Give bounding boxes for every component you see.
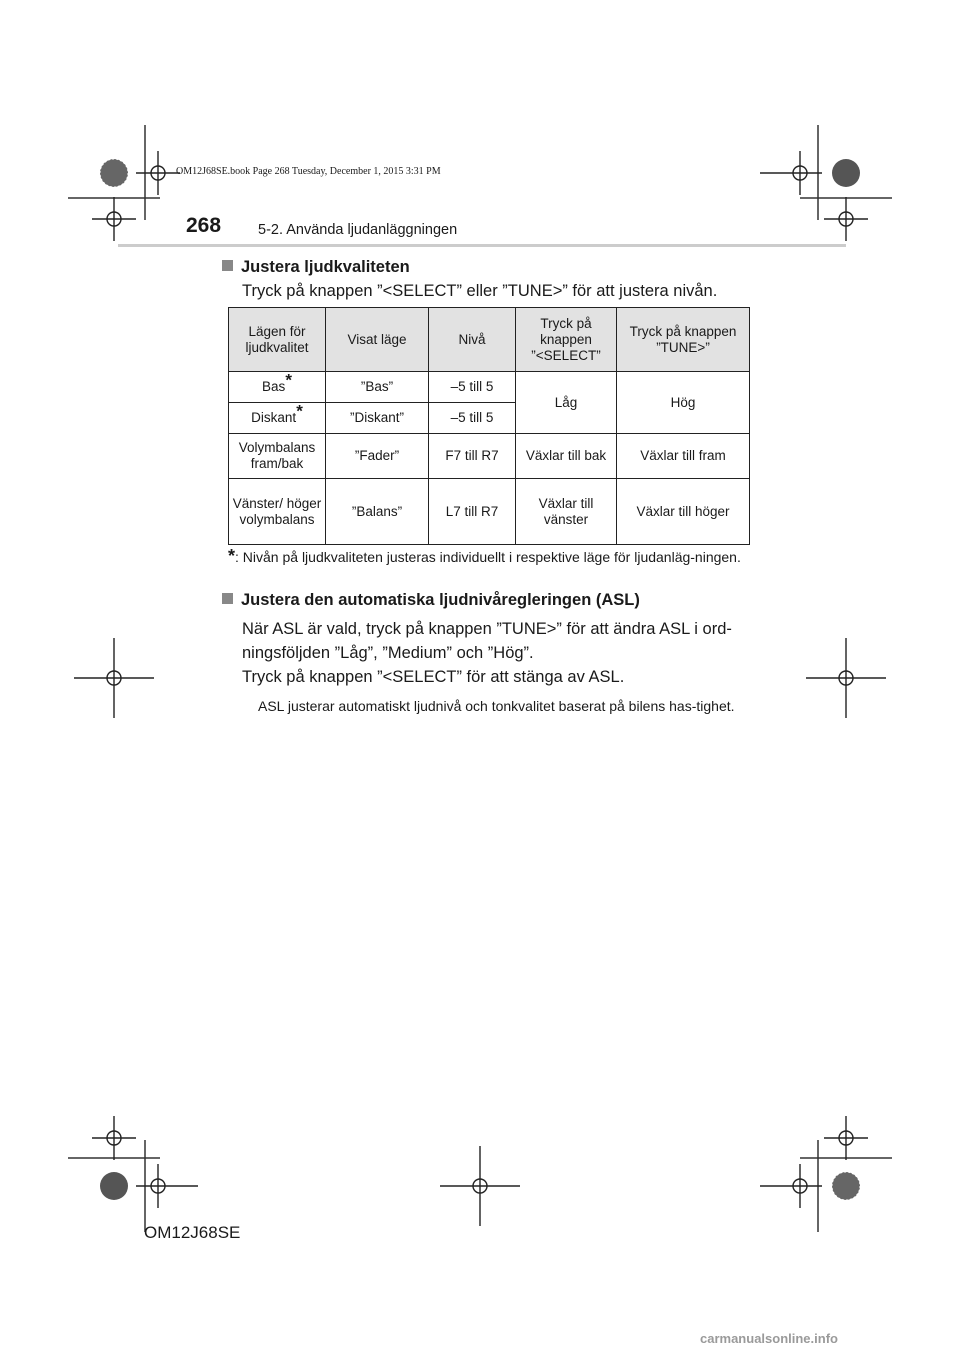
table-cell: ”Balans” — [326, 479, 429, 545]
table-row — [229, 479, 750, 545]
asterisk-marker: * — [296, 401, 303, 421]
sound-quality-table — [228, 307, 750, 545]
table-cell: –5 till 5 — [429, 372, 516, 403]
table-cell: ”Diskant” — [326, 403, 429, 434]
table-row — [229, 434, 750, 479]
square-bullet-icon — [222, 593, 233, 604]
table-header-cell: Nivå — [429, 308, 516, 372]
table-cell: F7 till R7 — [429, 434, 516, 479]
table-cell: ”Bas” — [326, 372, 429, 403]
heading-text: Justera den automatiska ljudnivåregleringen (ASL) — [241, 591, 640, 609]
table-cell: Volymbalans fram/bak — [229, 434, 326, 479]
asl-paragraph-1: När ASL är vald, tryck på knappen ”TUNE>” för att ändra ASL i ord-ningsföljden ”Låg”, ”Medium” och ”Hög”. — [242, 620, 732, 662]
table-cell: Hög — [617, 372, 750, 434]
table-cell: Bas* — [229, 372, 326, 403]
table-cell: Vänster/ höger volymbalans — [229, 479, 326, 545]
section-title: 5-2. Använda ljudanläggningen — [258, 222, 458, 238]
table-cell: –5 till 5 — [429, 403, 516, 434]
table-cell: Växlar till höger — [617, 479, 750, 545]
book-info-line: OM12J68SE.book Page 268 Tuesday, December 1, 2015 3:31 PM — [176, 166, 441, 177]
table-cell: Diskant* — [229, 403, 326, 434]
table-cell: L7 till R7 — [429, 479, 516, 545]
table-cell: Växlar till bak — [516, 434, 617, 479]
intro-paragraph: Tryck på knappen ”<SELECT” eller ”TUNE>” för att justera nivån. — [242, 282, 718, 300]
table-cell: ”Fader” — [326, 434, 429, 479]
footnote-asterisk: * — [228, 546, 236, 566]
footer-code: OM12J68SE — [144, 1223, 241, 1242]
table-header-row — [229, 308, 750, 372]
table-header-cell: Tryck på knappen ”TUNE>” — [617, 308, 750, 372]
table-cell: Växlar till fram — [617, 434, 750, 479]
table-header-cell: Visat läge — [326, 308, 429, 372]
table-header-cell: Tryck på knappen ”<SELECT” — [516, 308, 617, 372]
section-heading-asl — [222, 591, 640, 610]
watermark: carmanualsonline.info — [700, 1331, 838, 1346]
footnote-text: : Nivån på ljudkvaliteten justeras individuellt i respektive läge för ljudanläg-ningen. — [235, 549, 741, 565]
asl-note: ASL justerar automatiskt ljudnivå och tonkvalitet baserat på bilens has-tighet. — [258, 698, 735, 714]
footnote — [228, 547, 750, 567]
table-header-cell: Lägen för ljudkvalitet — [229, 308, 326, 372]
asl-paragraph-2: Tryck på knappen ”<SELECT” för att stänga av ASL. — [242, 668, 625, 686]
table-cell: Växlar till vänster — [516, 479, 617, 545]
asterisk-marker: * — [285, 370, 292, 390]
square-bullet-icon — [222, 260, 233, 271]
heading-text: Justera ljudkvaliteten — [241, 258, 410, 276]
table-cell: Låg — [516, 372, 617, 434]
section-heading-sound-quality — [222, 258, 410, 277]
table-row — [229, 372, 750, 403]
header-rule — [118, 244, 846, 247]
page-number: 268 — [186, 214, 222, 237]
